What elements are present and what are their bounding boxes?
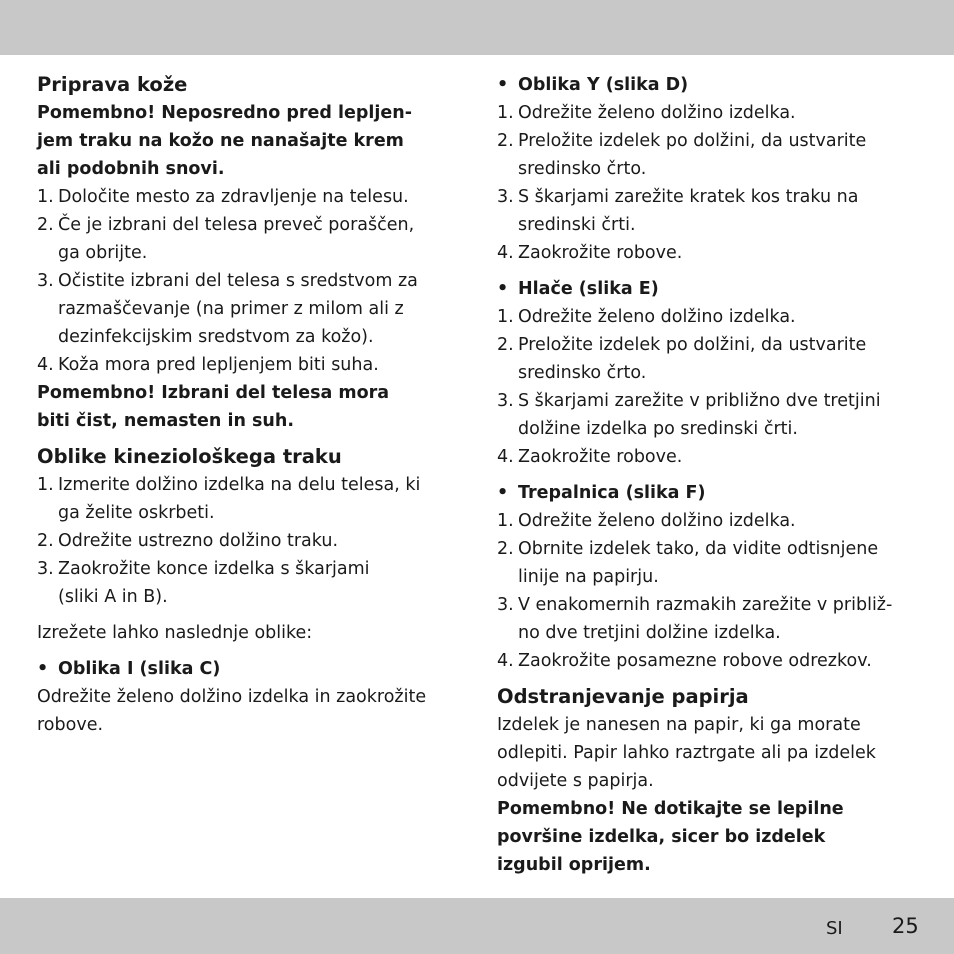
list-item: 1. Odrežite želeno dolžino izdelka. (497, 511, 796, 531)
list-item: 4. Zaokrožite robove. (497, 243, 683, 263)
list-item: 3. V enakomernih razmakih zarežite v približ- no dve tretjini dolžine izdelka. (497, 595, 893, 643)
list-item: 4. Zaokrožite robove. (497, 447, 683, 467)
list-item: 4. Zaokrožite posamezne robove odrezkov. (497, 651, 872, 671)
list-item: 4. Koža mora pred lepljenjem biti suha. (37, 355, 379, 375)
shape-e-steps (497, 303, 909, 471)
section-heading-paper-removal: Odstranjevanje papirja (497, 685, 749, 708)
bullet-item: • Oblika Y (slika D) (497, 75, 689, 95)
shape-f-steps (497, 507, 909, 675)
intro-text: Izrežete lahko naslednje oblike: (37, 623, 313, 643)
right-column (497, 71, 909, 879)
bullet-description: Odrežite želeno dolžino izdelka in zaokrožite robove. (37, 687, 427, 735)
list-item: 2. Odrežite ustrezno dolžino traku. (37, 531, 339, 551)
bullet-item: • Trepalnica (slika F) (497, 483, 706, 503)
list-item: 2. Preložite izdelek po dolžini, da ustvarite sredinsko črto. (497, 131, 867, 179)
header-bar (0, 0, 954, 55)
list-item: 2. Če je izbrani del telesa preveč poraščen, ga obrijte. (37, 215, 415, 263)
footer-bar (0, 898, 954, 954)
warning-text: Pomembno! Neposredno pred lepljen- jem traku na kožo ne nanašajte krem ali podobnih snovi. (37, 103, 412, 179)
list-item: 3. S škarjami zarežite v približno dve tretjini dolžine izdelka po sredinski črti. (497, 391, 881, 439)
list-item: 1. Določite mesto za zdravljenje na telesu. (37, 187, 409, 207)
language-code: SI (826, 918, 843, 939)
list-item: 3. Zaokrožite konce izdelka s škarjami (sliki A in B). (37, 559, 370, 607)
list-item: 1. Odrežite želeno dolžino izdelka. (497, 307, 796, 327)
warning-text: Pomembno! Ne dotikajte se lepilne površine izdelka, sicer bo izdelek izgubil oprijem. (497, 799, 844, 875)
left-column (37, 71, 462, 739)
shape-y-steps (497, 99, 909, 267)
warning-text: Pomembno! Izbrani del telesa mora biti čist, nemasten in suh. (37, 383, 390, 431)
page-number: 25 (892, 914, 919, 938)
skin-prep-steps (37, 183, 462, 379)
tape-shape-steps (37, 471, 462, 611)
bullet-item: • Hlače (slika E) (497, 279, 659, 299)
list-item: 3. Očistite izbrani del telesa s sredstvom za razmaščevanje (na primer z milom ali z dezinfekcijskim sredstvom za kožo). (37, 271, 418, 347)
list-item: 1. Odrežite želeno dolžino izdelka. (497, 103, 796, 123)
list-item: 2. Preložite izdelek po dolžini, da ustvarite sredinsko črto. (497, 335, 867, 383)
bullet-item: • Oblika I (slika C) (37, 659, 221, 679)
list-item: 1. Izmerite dolžino izdelka na delu telesa, ki ga želite oskrbeti. (37, 475, 421, 523)
list-item: 2. Obrnite izdelek tako, da vidite odtisnjene linije na papirju. (497, 539, 879, 587)
section-heading-skin-prep: Priprava kože (37, 73, 188, 96)
paper-removal-text: Izdelek je nanesen na papir, ki ga morate odlepiti. Papir lahko raztrgate ali pa izdelek odvijete s papirja. (497, 715, 876, 791)
section-heading-tape-shapes: Oblike kineziološkega traku (37, 445, 342, 468)
list-item: 3. S škarjami zarežite kratek kos traku na sredinski črti. (497, 187, 859, 235)
